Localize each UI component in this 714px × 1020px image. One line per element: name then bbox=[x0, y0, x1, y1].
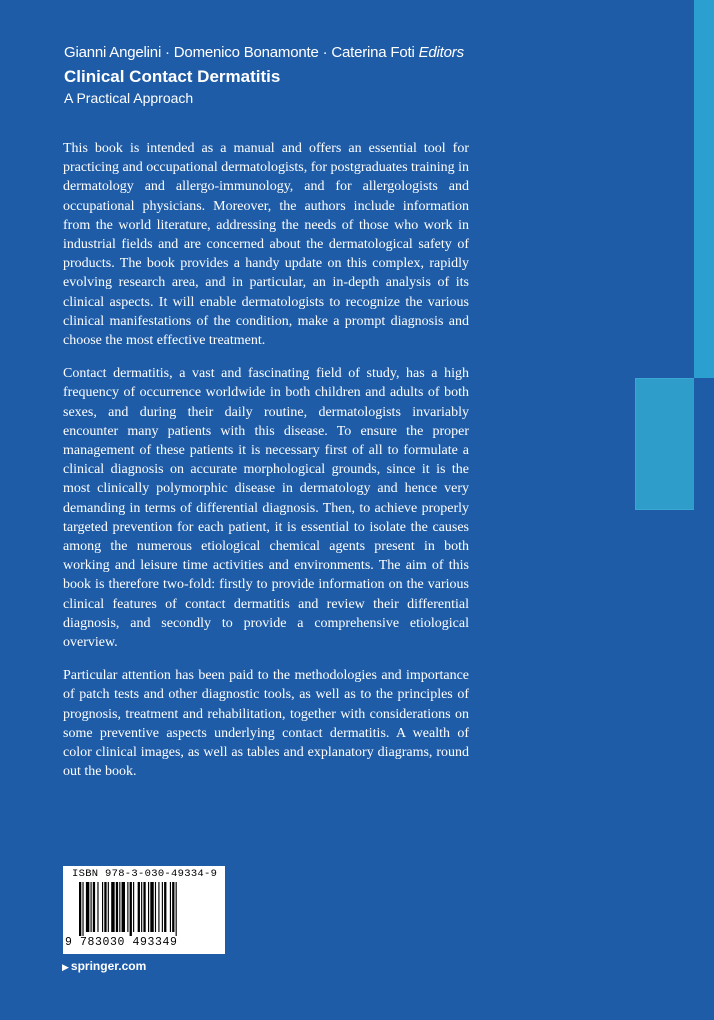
book-header bbox=[64, 43, 484, 107]
spine-accent-strip bbox=[694, 0, 714, 378]
spine-edge bbox=[694, 378, 714, 510]
publisher-url-text: springer.com bbox=[70, 959, 147, 973]
blurb-paragraph-3: Particular attention has been paid to the methodologies and importance of patch tests and other diagnostic tools, as well as to the principles of prognosis, treatment and rehabilitation, together with considerations on some preventive aspects underlying contact dermatitis. A wealth of color clinical images, as well as tables and explanatory diagrams, round out the book. bbox=[63, 668, 469, 780]
book-subtitle: A Practical Approach bbox=[64, 90, 194, 106]
barcode-digits: 9 783030 493349 bbox=[65, 936, 178, 949]
authors-names: Gianni Angelini · Domenico Bonamonte · Caterina Foti bbox=[64, 44, 415, 61]
isbn-barcode bbox=[63, 866, 225, 954]
triangle-arrow-icon: ▶ bbox=[62, 962, 69, 972]
blurb-paragraph-2: Contact dermatitis, a vast and fascinating field of study, has a high frequency of occurrence worldwide in both children and adults of both sexes, and during their daily routine, dermatologists invariably encounter many patients with this disease. To ensure the proper management of these patients it is necessary first of all to formulate a clinical diagnosis on accurate morphological grounds, since it is the most clinically polymorphic disease in dermatology and hence very demanding in terms of differential diagnosis. Then, to achieve properly targeted prevention for each patient, it is essential to isolate the causes among the numerous etiological chemical agents present in both working and leisure time activities and environments. The aim of this book is therefore two-fold: firstly to provide information on the various clinical features of contact dermatitis and review their differential diagnosis, and secondly to provide a comprehensive etiological overview. bbox=[63, 366, 469, 651]
barcode-bars bbox=[79, 882, 211, 936]
isbn-label: ISBN 978-3-030-49334-9 bbox=[72, 868, 218, 880]
blurb-paragraph-1: This book is intended as a manual and offers an essential tool for practicing and occupational dermatologists, for postgraduates training in dermatology and allergo-immunology, and for allergologists and occupational physicians. Moreover, the authors include information from the world literature, addressing the needs of those who work in industrial fields and are concerned about the dermatological safety of products. The book provides a handy update on this complex, rapidly evolving research area, and in particular, an in-depth analysis of its clinical aspects. It will enable dermatologists to recognize the various clinical manifestations of the condition, make a prompt diagnosis and choose the most effective treatment. bbox=[63, 141, 469, 349]
publisher-url[interactable] bbox=[62, 959, 146, 973]
book-title: Clinical Contact Dermatitis bbox=[64, 67, 281, 86]
back-cover-blurb bbox=[63, 139, 469, 796]
authors-line bbox=[64, 43, 484, 63]
authors-role: Editors bbox=[418, 44, 464, 61]
